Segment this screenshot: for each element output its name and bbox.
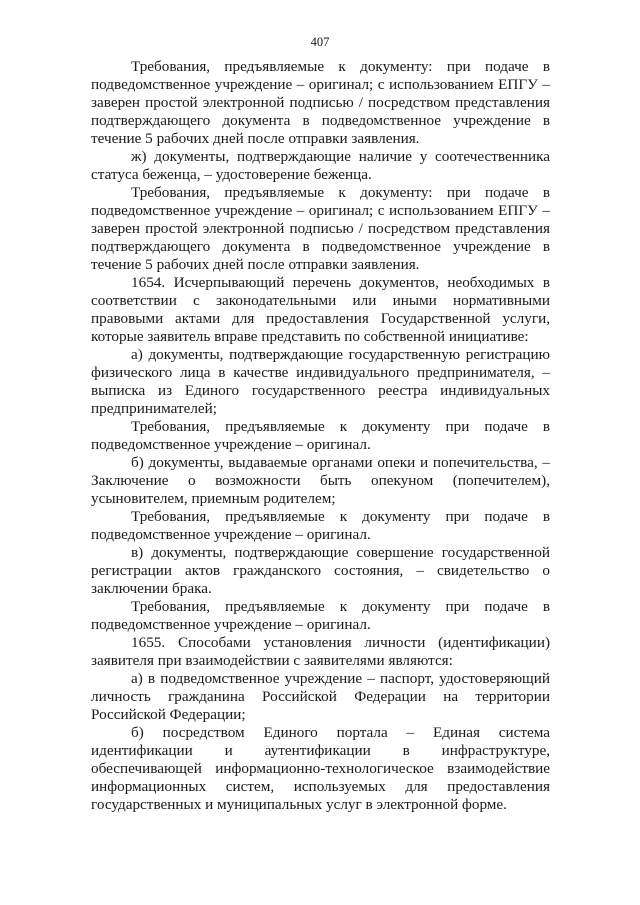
paragraph-requirements-epgu-1: Требования, предъявляемые к документу: при подаче в подведомственное учреждение – оригинал; с использованием ЕПГУ – заверен простой электронной подписью / посредством представления подтверждающего документа в подведомственное учреждение в течение 5 рабочих дней после отправки заявления. (91, 58, 550, 147)
document-body (91, 58, 550, 814)
paragraph-item-v-civil-registration: в) документы, подтверждающие совершение государственной регистрации актов гражданского состояния, – свидетельство о заключении брака. (91, 544, 550, 597)
paragraph-requirements-original-3: Требования, предъявляемые к документу при подаче в подведомственное учреждение – оригинал. (91, 598, 550, 633)
paragraph-item-a-passport: а) в подведомственное учреждение – паспорт, удостоверяющий личность гражданина Российской Федерации на территории Российской Федерации; (91, 670, 550, 723)
paragraph-requirements-original-1: Требования, предъявляемые к документу при подаче в подведомственное учреждение – оригинал. (91, 418, 550, 453)
paragraph-item-a-entrepreneur: а) документы, подтверждающие государственную регистрацию физического лица в качестве индивидуального предпринимателя, – выписка из Единого государственного реестра индивидуальных предпринимателей; (91, 346, 550, 417)
paragraph-item-b-guardianship: б) документы, выдаваемые органами опеки и попечительства, – Заключение о возможности быть опекуном (попечителем), усыновителем, приемным родителем; (91, 454, 550, 507)
paragraph-1654: 1654. Исчерпывающий перечень документов, необходимых в соответствии с законодательными или иными нормативными правовыми актами для предоставления Государственной услуги, которые заявитель вправе представить по собственной инициативе: (91, 274, 550, 345)
paragraph-requirements-original-2: Требования, предъявляемые к документу при подаче в подведомственное учреждение – оригинал. (91, 508, 550, 543)
page-number: 407 (310, 35, 330, 49)
paragraph-item-zh-refugee: ж) документы, подтверждающие наличие у соотечественника статуса беженца, – удостоверение беженца. (91, 148, 550, 183)
paragraph-requirements-epgu-2: Требования, предъявляемые к документу: при подаче в подведомственное учреждение – оригинал; с использованием ЕПГУ – заверен простой электронной подписью / посредством представления подтверждающего документа в подведомственное учреждение в течение 5 рабочих дней после отправки заявления. (91, 184, 550, 273)
paragraph-1655: 1655. Способами установления личности (идентификации) заявителя при взаимодействии с заявителями являются: (91, 634, 550, 669)
paragraph-item-b-esia: б) посредством Единого портала – Единая система идентификации и аутентификации в инфраструктуре, обеспечивающей информационно-технологическое взаимодействие информационных систем, используемых для предоставления государственных и муниципальных услуг в электронной форме. (91, 724, 550, 813)
